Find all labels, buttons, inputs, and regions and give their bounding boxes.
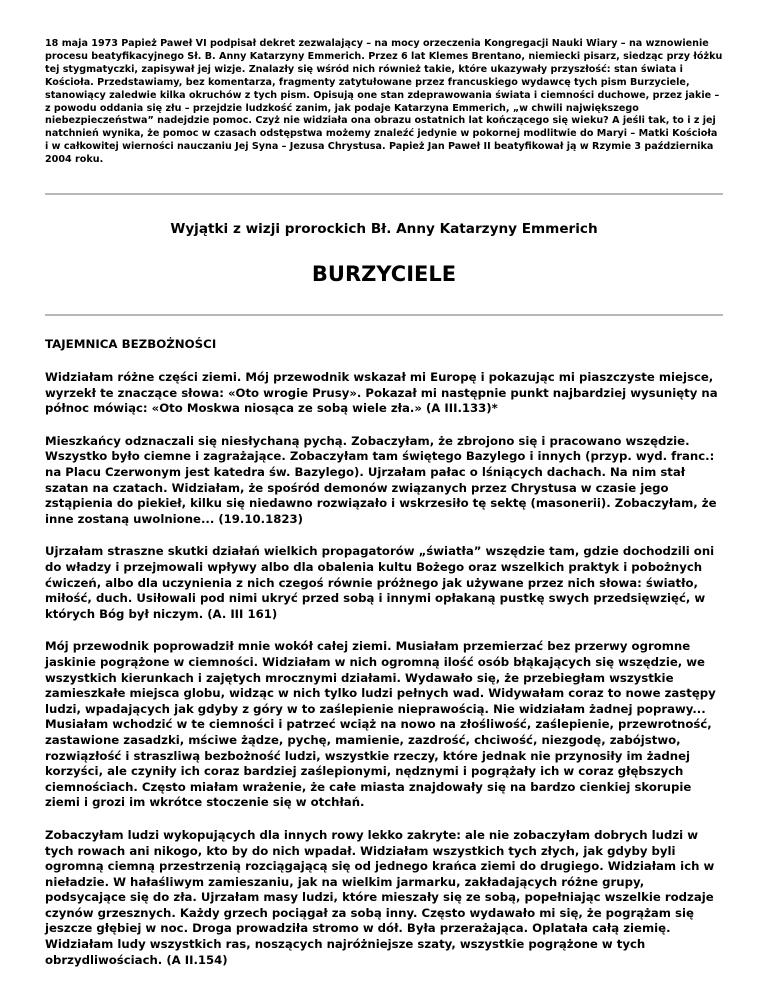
divider-top	[45, 193, 723, 195]
divider-bottom	[45, 314, 723, 316]
body-paragraph-1: Widziałam różne części ziemi. Mój przewodnik wskazał mi Europę i pokazując mi piaszczyste miejsce, wyrzekł te znaczące słowa: «Oto wrogie Prusy». Pokazał mi następnie punkt najbardziej wysunięty na północ mówiąc: «Oto Moskwa niosąca ze sobą wiele zła.» (A III.133)*	[45, 370, 718, 416]
body-paragraph-4: Mój przewodnik poprowadził mnie wokół całej ziemi. Musiałam przemierzać bez przerwy ogromne jaskinie pogrążone w ciemności. Widziałam w nich ogromną ilość osób błąkających się wszędzie, we wszystkich kierunkach i zajętych mrocznymi działami. Wydawało się, że przebiegłam wszystkie zamieszkałe miejsca globu, widząc w nich tylko ludzi pełnych wad. Widywałam coraz to nowe zastępy ludzi, wpadających jak gdyby z góry w to zaślepienie nieprawością. Nie widziałam żadnej poprawy... Musiałam wchodzić w te ciemności i patrzeć wciąż na nowo na złośliwość, zaślepienie, przewrotność, zastawione zasadzki, mściwe żądze, pychę, mamienie, zazdrość, chciwość, niezgodę, zabójstwo, rozwiązłość i straszliwą bezbożność ludzi, wszystkie rzeczy, które jednak nie przynosiły im żadnej korzyści, ale czyniły ich coraz bardziej zaślepionymi, nędznymi i pogrążały ich w coraz głębszych ciemnościach. Często miałam wrażenie, że całe miasta znajdowały się na bardzo cienkiej skorupie ziemi i grozi im wkrótce stoczenie się w otchłań.	[45, 639, 716, 810]
section-heading: TAJEMNICA BEZBOŻNOŚCI	[45, 337, 217, 352]
body-paragraph-3: Ujrzałam straszne skutki działań wielkich propagatorów „światła” wszędzie tam, gdzie dochodzili oni do władzy i przejmowali wpływy albo dla obalenia kultu Bożego oraz wszelkich praktyk i pobożnych ćwiczeń, albo dla uczynienia z nich czegoś równie próżnego jak używane przez nich słowa: światło, miłość, duch. Usiłowali pod nimi ukryć przed sobą i innymi opłakaną pustkę swych przedsięwzięć, w których Bóg był niczym. (A. III 161)	[45, 544, 715, 621]
body-paragraph-2: Mieszkańcy odznaczali się niesłychaną pychą. Zobaczyłam, że zbrojono się i pracowano wszędzie. Wszystko było ciemne i zagrażające. Zobaczyłam tam świętego Bazylego i innych (przyp. wyd. franc.: na Placu Czerwonym jest katedra św. Bazylego). Ujrzałam pałac o lśniących dachach. Na nim stał szatan na czatach. Widziałam, że spośród demonów związanych przez Chrystusa w czasie jego zstąpienia do piekieł, kilku się niedawno rozwiązało i wskrzesiło tę sektę (masonerii). Zobaczyłam, że inne zostaną uwolnione... (19.10.1823)	[45, 433, 717, 526]
document-page	[45, 0, 723, 968]
intro-paragraph: 18 maja 1973 Papież Paweł VI podpisał dekret zezwalający – na mocy orzeczenia Kongregacji Nauki Wiary – na wznowienie procesu beatyfikacyjnego Sł. B. Anny Katarzyny Emmerich. Przez 6 lat Klemes Brentano, niemiecki pisarz, siedząc przy łóżku tej stygmatyczki, zapisywał jej wizje. Znalazły się wśród nich również takie, które ukazywały przyszłość: stan świata i Kościoła. Przedstawiamy, bez komentarza, fragmenty zatytułowane przez francuskiego wydawcę tych pism Burzyciele, stanowiący zaledwie kilka okruchów z tych pism. Opisują one stan zdeprawowania świata i ciemności duchowe, przez jakie – z powodu oddania się złu – przejdzie ludzkość zanim, jak podaje Katarzyna Emmerich, „w chwili największego niebezpieczeństwa” nadejdzie pomoc. Czyż nie widziała ona obrazu ostatnich lat kończącego się wieku? A jeśli tak, to i z jej natchnień wynika, że pomoc w czasach odstępstwa możemy znaleźć jedynie w pokornej modlitwie do Maryi – Matki Kościoła i w całkowitej wierności nauczaniu Jej Syna – Jezusa Chrystusa. Papież Jan Paweł II beatyfikował ją w Rzymie 3 października 2004 roku.	[45, 38, 723, 166]
document-title: BURZYCIELE	[311, 262, 457, 287]
body-paragraph-5: Zobaczyłam ludzi wykopujących dla innych rowy lekko zakryte: ale nie zobaczyłam dobrych ludzi w tych rowach ani nikogo, kto by do nich wpadał. Widziałam wszystkich tych złych, jak gdyby byli ogromną ciemną przestrzenią rozciągającą się od jednego krańca ziemi do drugiego. Widziałam ich w nieładzie. W hałaśliwym zamieszaniu, jak na wielkim jarmarku, zakładających różne grupy, podsycające się do zła. Ujrzałam masy ludzi, które mieszały się ze sobą, popełniając wszelkie rodzaje czynów grzesznych. Każdy grzech pociągał za sobą inny. Często wydawało mi się, że pogrążam się jeszcze głębiej w noc. Droga prowadziła stromo w dół. Była przerażająca. Oplatała całą ziemię. Widziałam ludy wszystkich ras, noszących najróżniejsze szaty, wszystkie pogrążone w tych obrzydliwościach. (A II.154)	[45, 827, 715, 967]
document-subtitle: Wyjątki z wizji prorockich Bł. Anny Katarzyny Emmerich	[170, 221, 598, 238]
